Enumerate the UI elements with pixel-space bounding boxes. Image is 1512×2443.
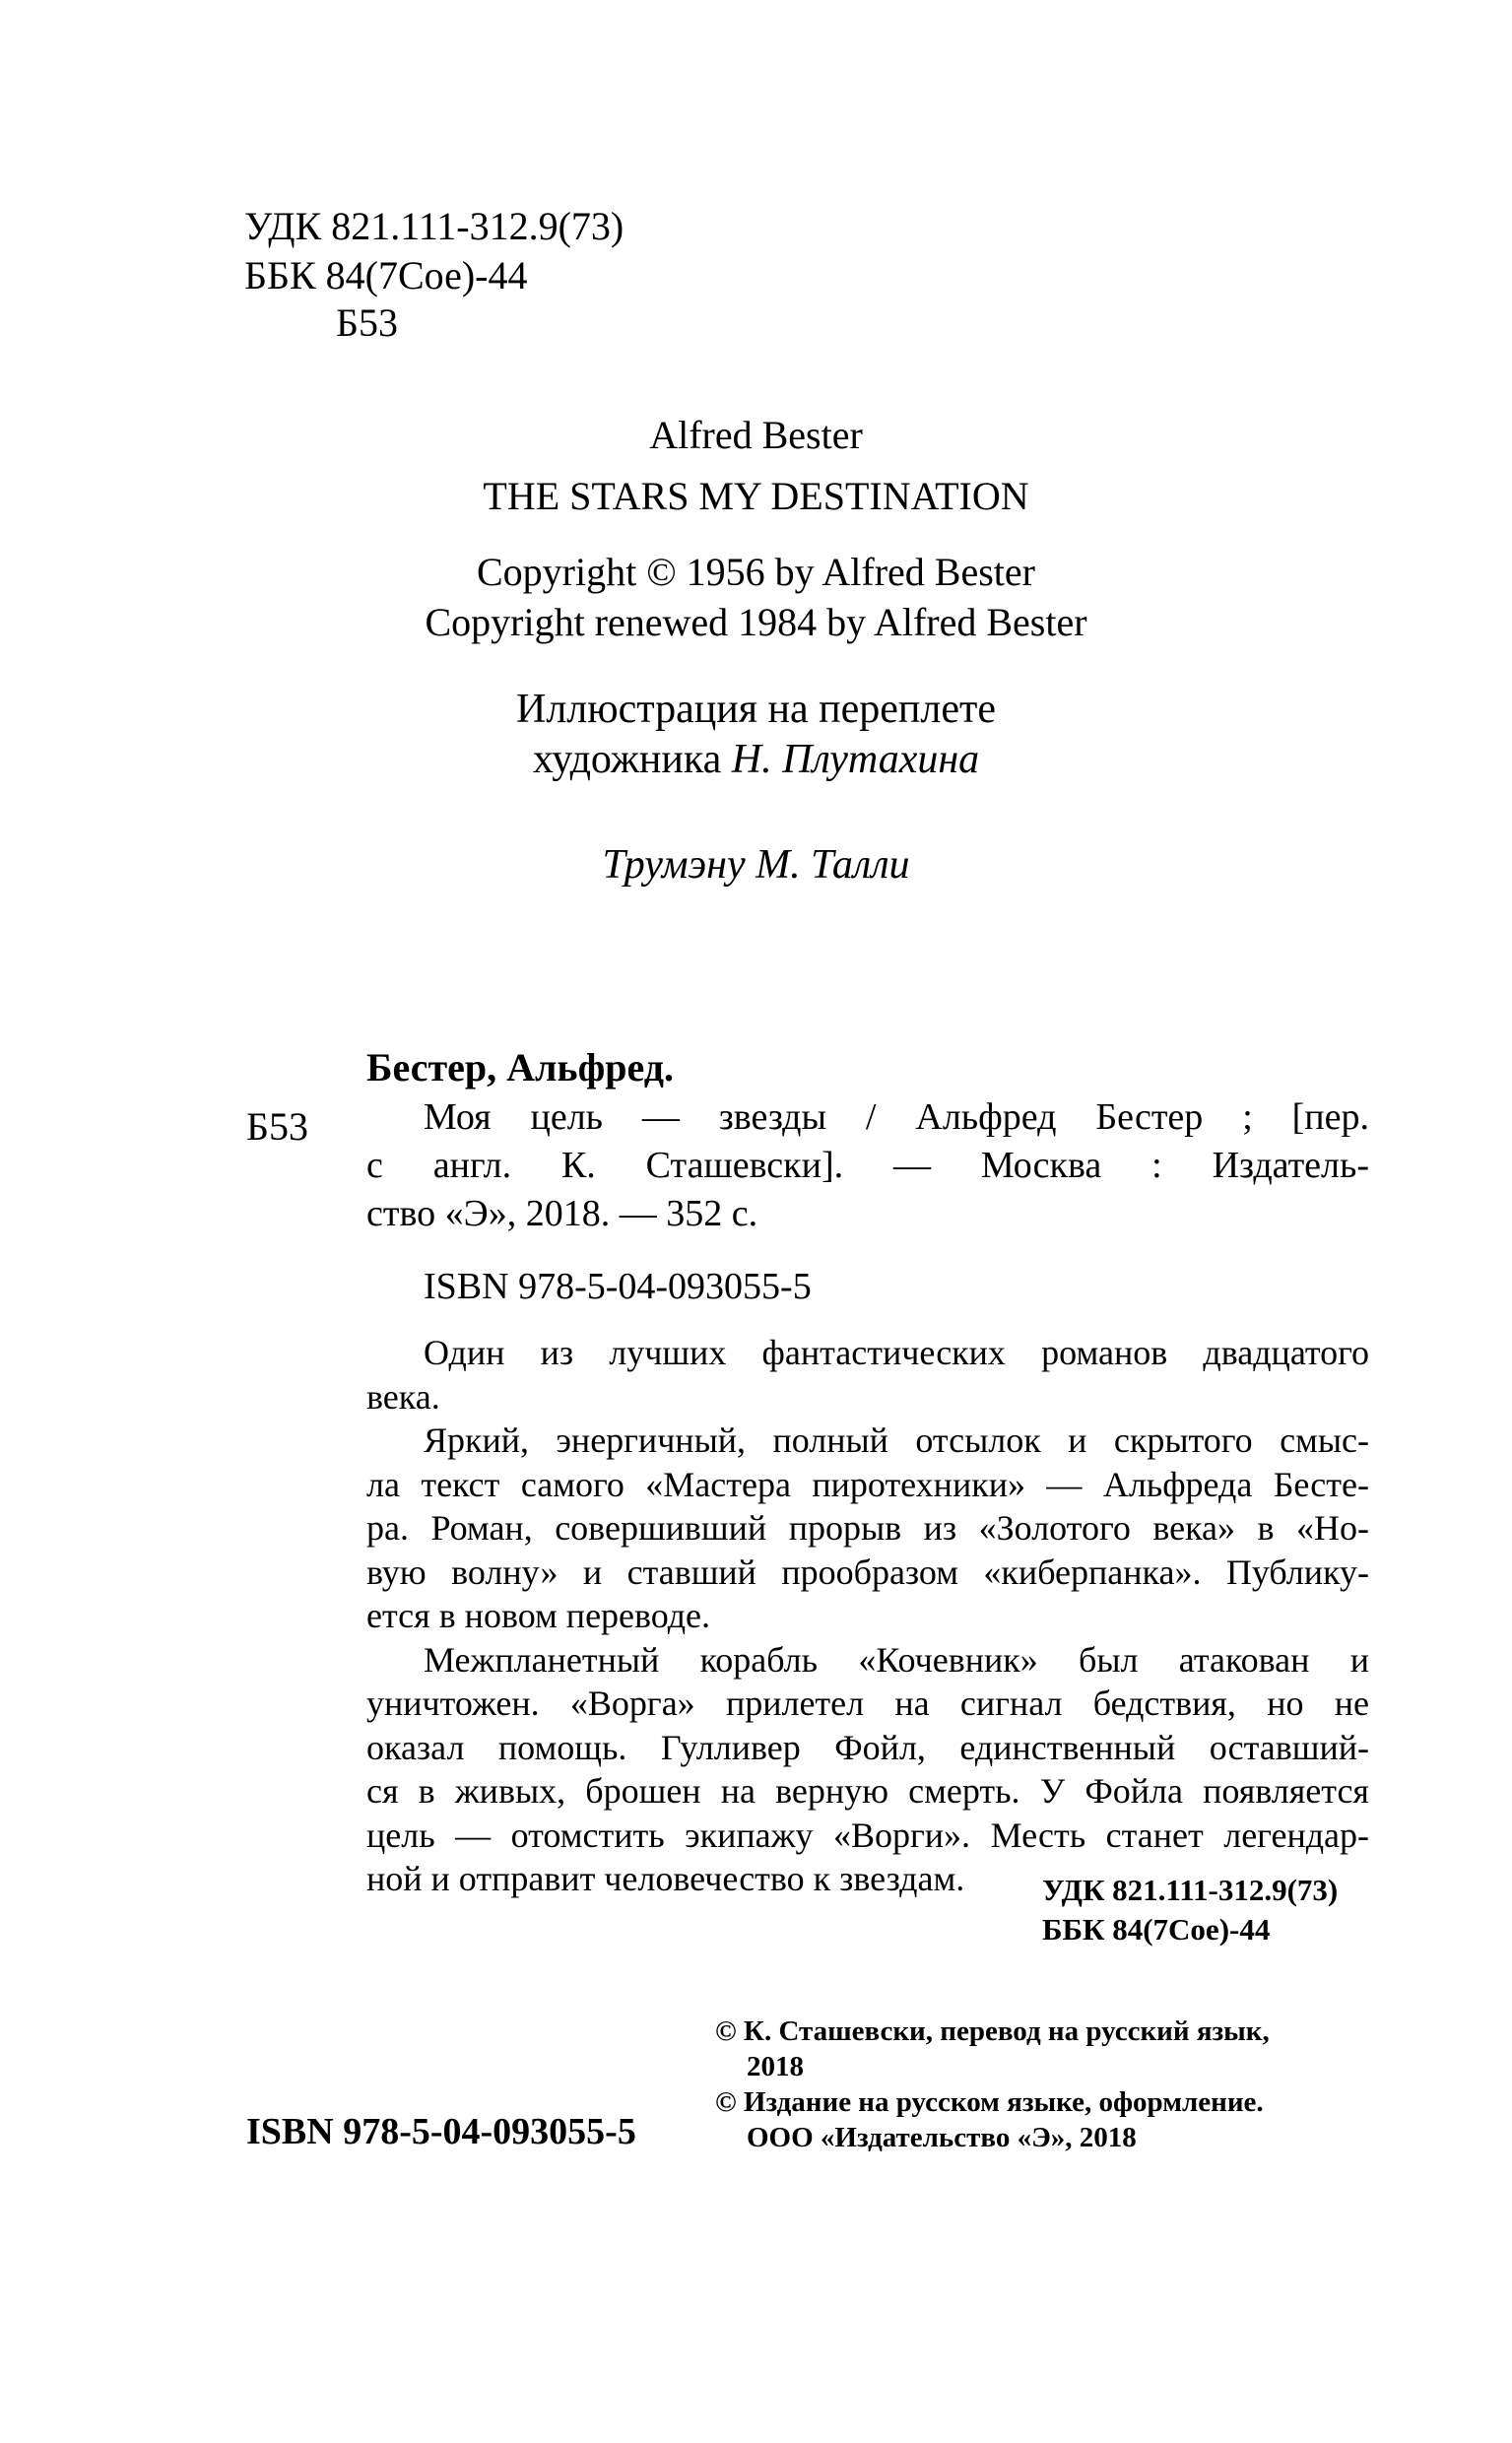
bibliographic-description-cont [366,1142,1369,1238]
original-author: Alfred Bester [649,413,863,457]
annotation-line: ся в живых, брошен на верную смерть. У Фойла появляется [366,1771,1369,1811]
copyright-translation-line: 2018 [747,2051,804,2082]
author-mark: Б53 [336,300,398,345]
catalog-heading: Бестер, Альфред. [366,1045,674,1089]
catalog-udk: УДК 821.111-312.9(73) [1042,1873,1339,1907]
illustration-prefix: художника [532,737,722,782]
annotation-line: вую волну» и ставший прообразом «киберпанка». Публику- [366,1552,1369,1592]
annotation-line: ра. Роман, совершивший прорыв из «Золотого века» в «Но- [366,1508,1369,1548]
copyright-edition-line: © Издание на русском языке, оформление. [715,2086,1264,2118]
copyright-line-2: Copyright renewed 1984 by Alfred Bester [425,600,1087,644]
illustrator-name: Н. Плутахина [731,737,980,782]
original-title: THE STARS MY DESTINATION [483,474,1029,518]
bbk-code: ББК 84(7Сое)-44 [244,253,528,297]
catalog-mark: Б53 [246,1104,308,1149]
annotation-line: ется в новом переводе. [366,1596,711,1635]
dedication: Трумэну М. Талли [602,842,910,888]
copyright-line-1: Copyright © 1956 by Alfred Bester [477,550,1035,594]
footer-isbn: ISBN 978-5-04-093055-5 [246,2111,636,2152]
bib-line: ство «Э», 2018. — 352 с. [366,1193,758,1234]
copyright-translation-line: © К. Сташевски, перевод на русский язык, [715,2015,1270,2047]
annotation-line: Один из лучших фантастических романов двадцатого [424,1333,1369,1372]
catalog-isbn: ISBN 978-5-04-093055-5 [424,1266,812,1307]
bibliographic-description [424,1093,1369,1142]
annotation-line: Межпланетный корабль «Кочевник» был атакован и [424,1639,1369,1680]
annotation-line: века. [366,1376,440,1417]
bib-line: Моя цель — звезды / Альфред Бестер ; [пер. [424,1096,1369,1138]
catalog-bbk: ББК 84(7Сое)-44 [1042,1912,1271,1947]
annotation-line: уничтожен. «Ворга» прилетел на сигнал бедствия, но не [366,1684,1369,1723]
bib-line: с англ. К. Сташевски]. — Москва : Издатель- [366,1145,1369,1186]
illustration-credit-line-2 [0,734,1512,785]
annotation-line: ной и отправит человечество к звездам. [366,1859,965,1898]
copyright-edition-line: ООО «Издательство «Э», 2018 [747,2122,1137,2153]
illustration-credit-line-1: Иллюстрация на переплете [516,687,996,732]
annotation-line: Яркий, энергичный, полный отсылок и скрытого смыс- [424,1420,1369,1460]
udk-code: УДК 821.111-312.9(73) [244,204,625,248]
annotation-line: ла текст самого «Мастера пиротехники» — Альфреда Бесте- [366,1464,1369,1504]
copyright-edition [715,2084,1264,2155]
annotation-line: цель — отомстить экипажу «Ворги». Месть станет легендар- [366,1815,1369,1855]
copyright-translation [715,2014,1270,2084]
annotation [366,1331,1369,1901]
annotation-line: оказал помощь. Гулливер Фойл, единственный оставший- [366,1727,1369,1767]
